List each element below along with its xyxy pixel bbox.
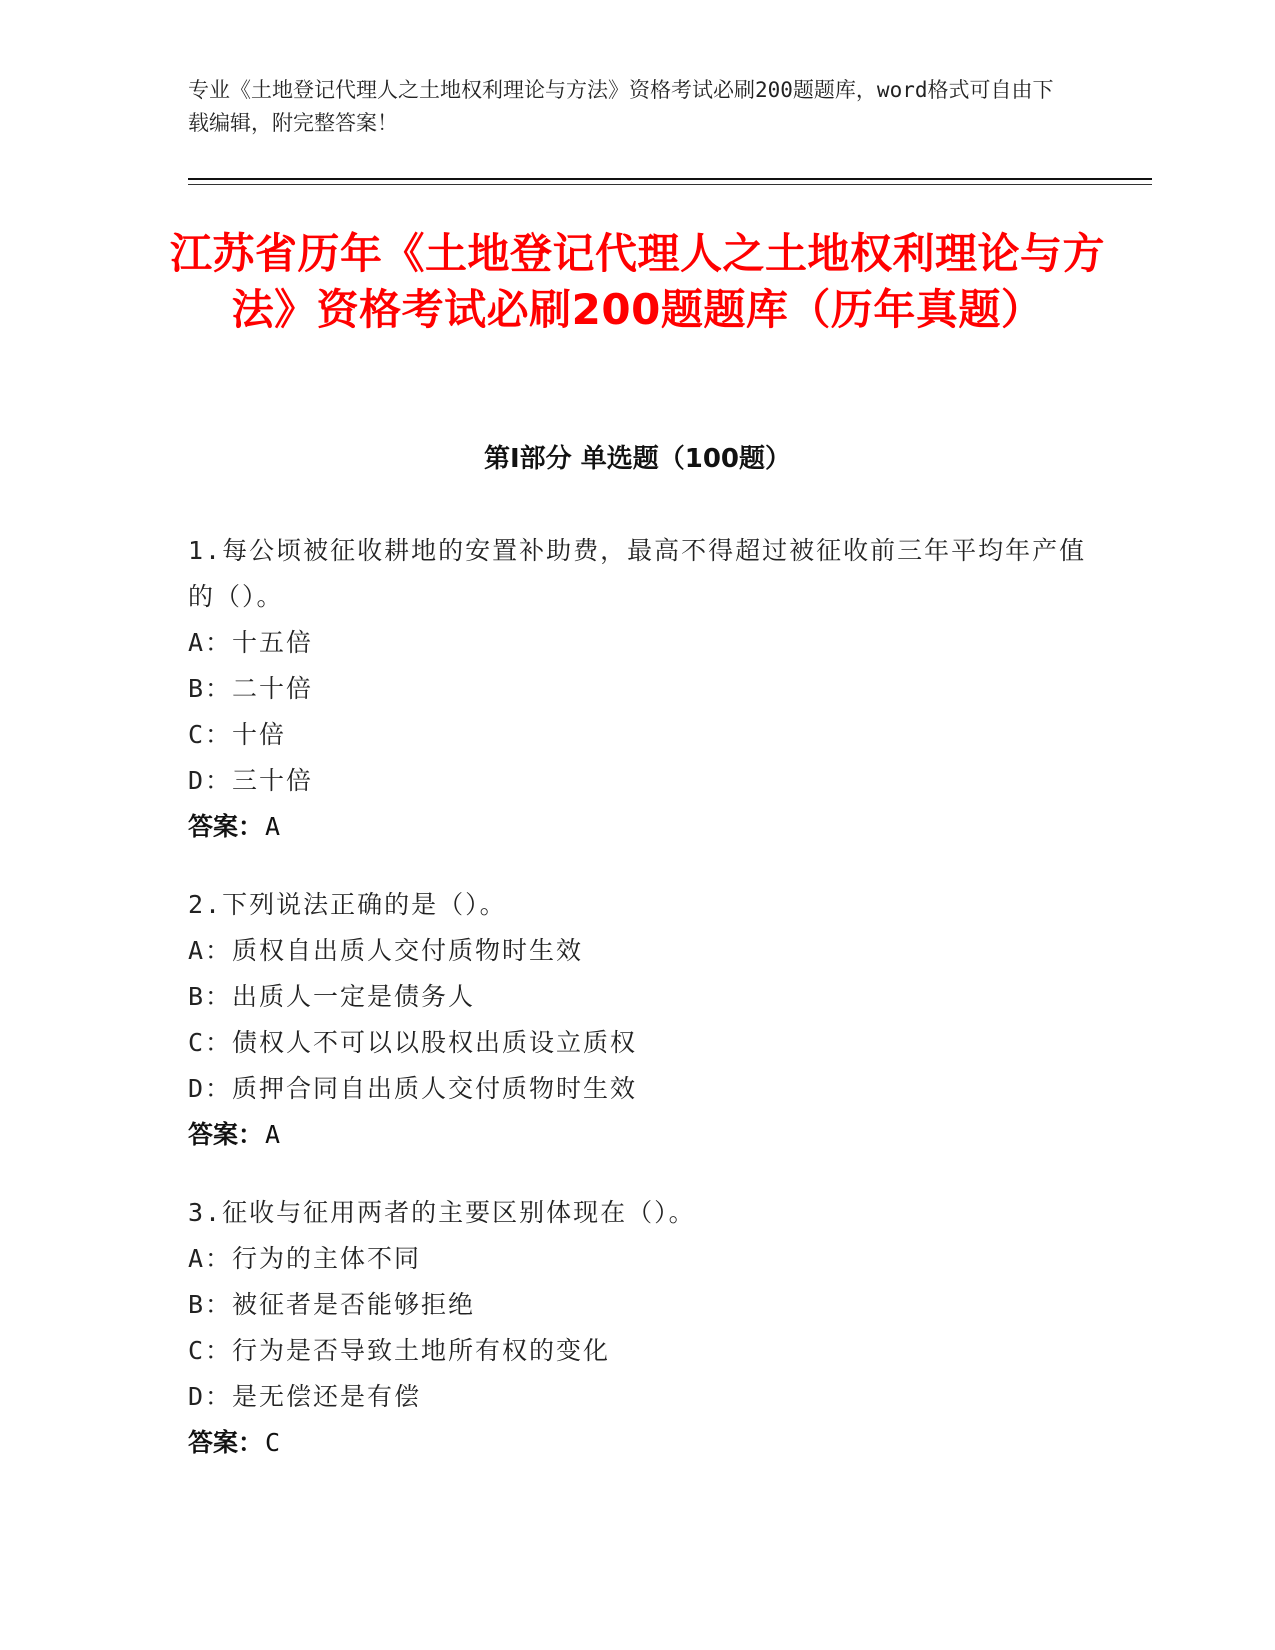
option-c: C：行为是否导致土地所有权的变化 bbox=[188, 1336, 611, 1365]
option-b: B：出质人一定是债务人 bbox=[188, 982, 476, 1011]
document-title: 江苏省历年《土地登记代理人之土地权利理论与方法》资格考试必刷200题题库（历年真题） bbox=[169, 229, 1105, 334]
option-a: A：十五倍 bbox=[188, 628, 314, 657]
question-stem: 1.每公顷被征收耕地的安置补助费，最高不得超过被征收前三年平均年产值的（）。 bbox=[188, 536, 1087, 611]
answer-label: 答案： bbox=[188, 1120, 264, 1149]
option-d: D：质押合同自出质人交付质物时生效 bbox=[188, 1074, 638, 1103]
question-1 bbox=[188, 528, 1088, 850]
header-rule-thick bbox=[188, 178, 1152, 180]
question-stem: 3.征收与征用两者的主要区别体现在（）。 bbox=[188, 1198, 696, 1227]
section-heading: 第Ⅰ部分 单选题（100题） bbox=[484, 444, 791, 474]
answer-value: A bbox=[265, 1120, 281, 1149]
option-b: B：被征者是否能够拒绝 bbox=[188, 1290, 476, 1319]
answer-value: A bbox=[265, 812, 281, 841]
answer-label: 答案： bbox=[188, 1428, 264, 1457]
header-rule-thin bbox=[188, 184, 1152, 185]
header-note: 专业《土地登记代理人之土地权利理论与方法》资格考试必刷200题题库，word格式可自由下载编辑，附完整答案！ bbox=[188, 78, 1054, 135]
option-a: A：质权自出质人交付质物时生效 bbox=[188, 936, 584, 965]
answer-value: C bbox=[265, 1428, 281, 1457]
answer-line bbox=[188, 1112, 1088, 1158]
option-b: B：二十倍 bbox=[188, 674, 314, 703]
question-stem: 2.下列说法正确的是（）。 bbox=[188, 890, 507, 919]
question-3 bbox=[188, 1190, 1088, 1466]
answer-label: 答案： bbox=[188, 812, 264, 841]
question-list bbox=[188, 528, 1088, 1498]
option-d: D：是无偿还是有偿 bbox=[188, 1382, 422, 1411]
option-c: C：十倍 bbox=[188, 720, 287, 749]
answer-line bbox=[188, 1420, 1088, 1466]
option-a: A：行为的主体不同 bbox=[188, 1244, 422, 1273]
option-c: C：债权人不可以以股权出质设立质权 bbox=[188, 1028, 638, 1057]
question-2 bbox=[188, 882, 1088, 1158]
answer-line bbox=[188, 804, 1088, 850]
option-d: D：三十倍 bbox=[188, 766, 314, 795]
